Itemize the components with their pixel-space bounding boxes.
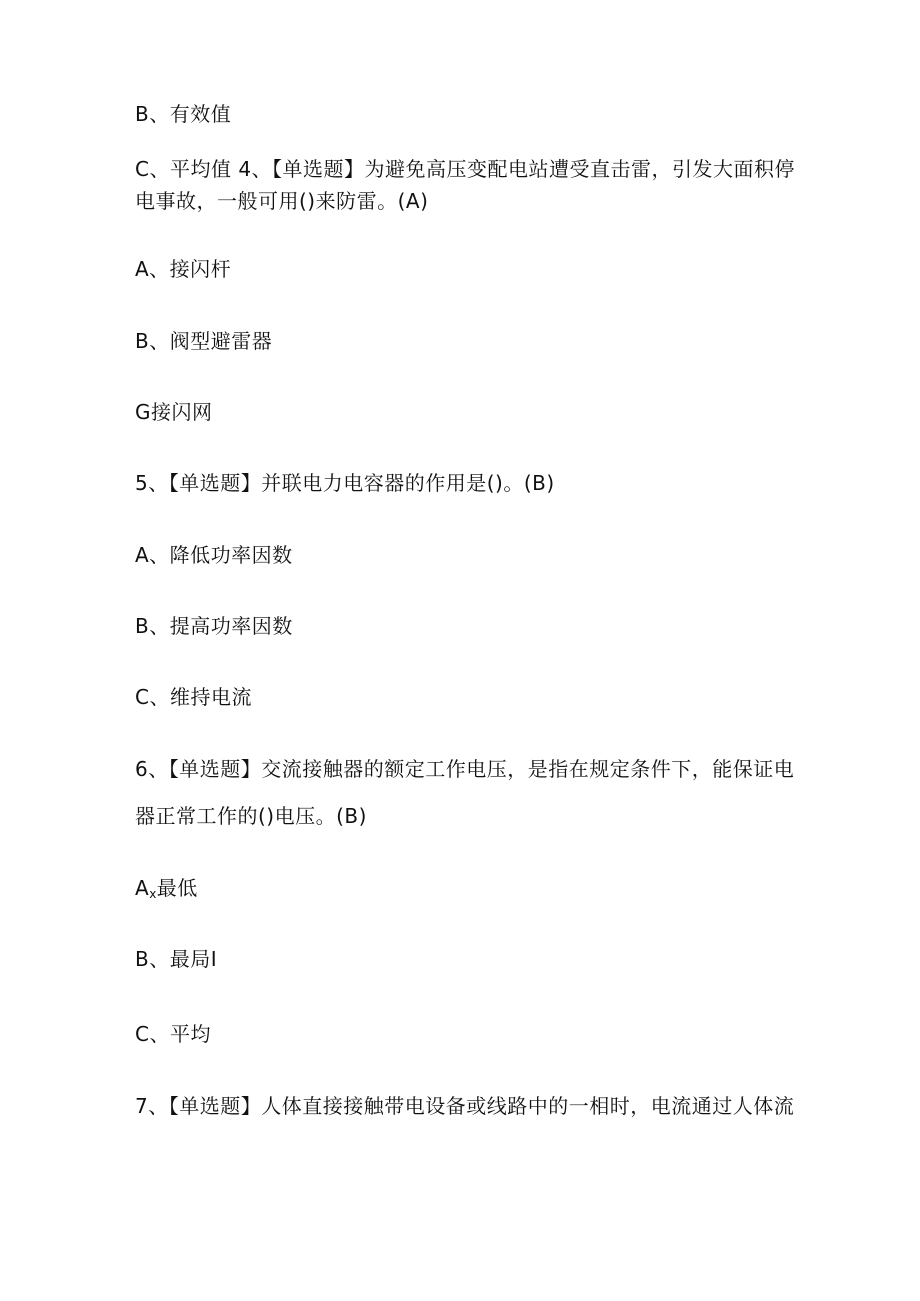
- question-4-line-2: 电事故，一般可用()来防雷。(A): [135, 189, 429, 213]
- option-a-subscript: x: [149, 887, 157, 901]
- option-a-line: A、接闪杆: [135, 257, 232, 281]
- option-c-line: C、维持电流: [135, 685, 252, 709]
- option-b-line: B、最局I: [135, 947, 218, 971]
- option-a-line: A、降低功率因数: [135, 543, 293, 567]
- question-5-line: 5、【单选题】并联电力电容器的作用是()。(B): [135, 471, 555, 495]
- option-b-line: B、阀型避雷器: [135, 329, 273, 353]
- question-6-line-2: 器正常工作的()电压。(B): [135, 804, 367, 828]
- question-7-line-1: 7、【单选题】人体直接接触带电设备或线路中的一相时，电流通过人体流: [135, 1094, 795, 1118]
- question-6-line-1: 6、【单选题】交流接触器的额定工作电压，是指在规定条件下，能保证电: [135, 757, 795, 781]
- option-a-line: [135, 876, 198, 900]
- option-b-line: B、提高功率因数: [135, 614, 293, 638]
- option-a-letter: A: [135, 876, 150, 900]
- question-4-line-1: C、平均值 4、【单选题】为避免高压变配电站遭受直击雷，引发大面积停: [135, 157, 796, 181]
- option-a-text: 最低: [156, 876, 198, 900]
- option-b-line: B、有效值: [135, 102, 232, 126]
- option-c-line: G接闪网: [135, 400, 213, 424]
- option-c-line: C、平均: [135, 1022, 211, 1046]
